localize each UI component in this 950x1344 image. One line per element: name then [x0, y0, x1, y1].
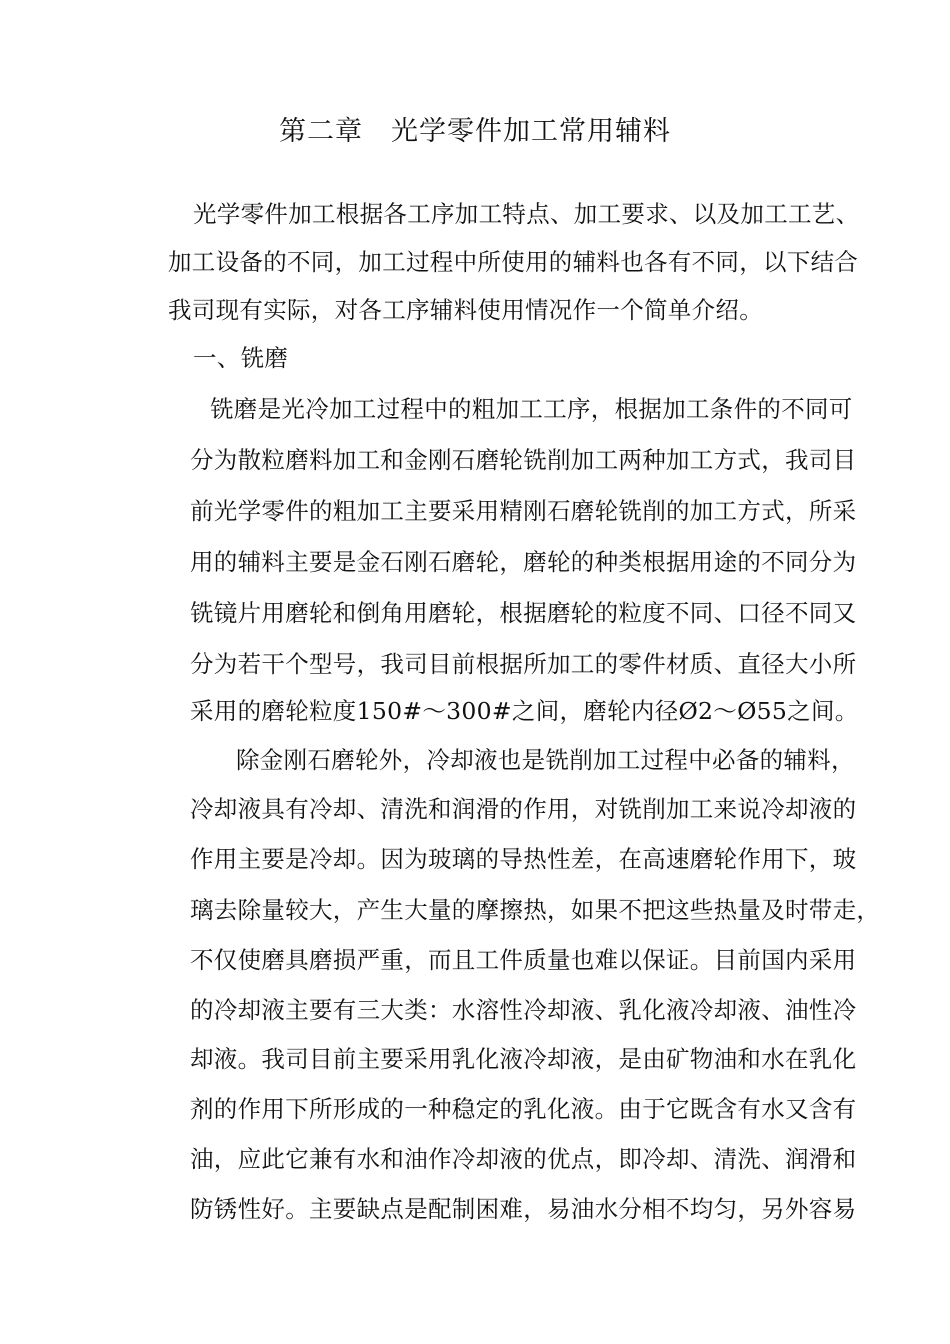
paragraph-line: 不仅使磨具磨损严重，而且工件质量也难以保证。目前国内采用: [190, 946, 857, 974]
intro-line: 光学零件加工根据各工序加工特点、加工要求、以及加工工艺、: [193, 200, 860, 228]
intro-line: 我司现有实际，对各工序辅料使用情况作一个简单介绍。: [168, 296, 763, 324]
paragraph-line: 油，应此它兼有水和油作冷却液的优点，即冷却、清洗、润滑和: [190, 1145, 857, 1173]
paragraph-line: 的冷却液主要有三大类：水溶性冷却液、乳化液冷却液、油性冷: [190, 996, 857, 1024]
paragraph-line: 璃去除量较大，产生大量的摩擦热，如果不把这些热量及时带走，: [190, 896, 881, 924]
paragraph-line: 作用主要是冷却。因为玻璃的导热性差，在高速磨轮作用下，玻: [190, 845, 857, 873]
paragraph-line: 却液。我司目前主要采用乳化液冷却液，是由矿物油和水在乳化: [190, 1045, 857, 1073]
paragraph-line: 冷却液具有冷却、清洗和润滑的作用，对铣削加工来说冷却液的: [190, 795, 857, 823]
paragraph-line: 分为散粒磨料加工和金刚石磨轮铣削加工两种加工方式，我司目: [190, 446, 857, 474]
chapter-title: 第二章 光学零件加工常用辅料: [279, 116, 671, 147]
paragraph-line: 防锈性好。主要缺点是配制困难，易油水分相不均匀，另外容易: [190, 1195, 857, 1223]
intro-line: 加工设备的不同，加工过程中所使用的辅料也各有不同，以下结合: [168, 248, 859, 276]
section-heading: 一、铣磨: [193, 344, 289, 372]
paragraph-line: 用的辅料主要是金石刚石磨轮，磨轮的种类根据用途的不同分为: [190, 548, 857, 576]
paragraph-line: 铣磨是光冷加工过程中的粗加工工序，根据加工条件的不同可: [210, 395, 853, 423]
paragraph-line: 铣镜片用磨轮和倒角用磨轮，根据磨轮的粒度不同、口径不同又: [190, 599, 857, 627]
paragraph-line: 前光学零件的粗加工主要采用精刚石磨轮铣削的加工方式，所采: [190, 497, 857, 525]
paragraph-line: 剂的作用下所形成的一种稳定的乳化液。由于它既含有水又含有: [190, 1095, 857, 1123]
paragraph-line: 采用的磨轮粒度150#～300#之间，磨轮内径Ø2～Ø55之间。: [190, 697, 859, 725]
paragraph-line: 除金刚石磨轮外，冷却液也是铣削加工过程中必备的辅料，: [236, 746, 855, 774]
paragraph-line: 分为若干个型号，我司目前根据所加工的零件材质、直径大小所: [190, 650, 857, 678]
